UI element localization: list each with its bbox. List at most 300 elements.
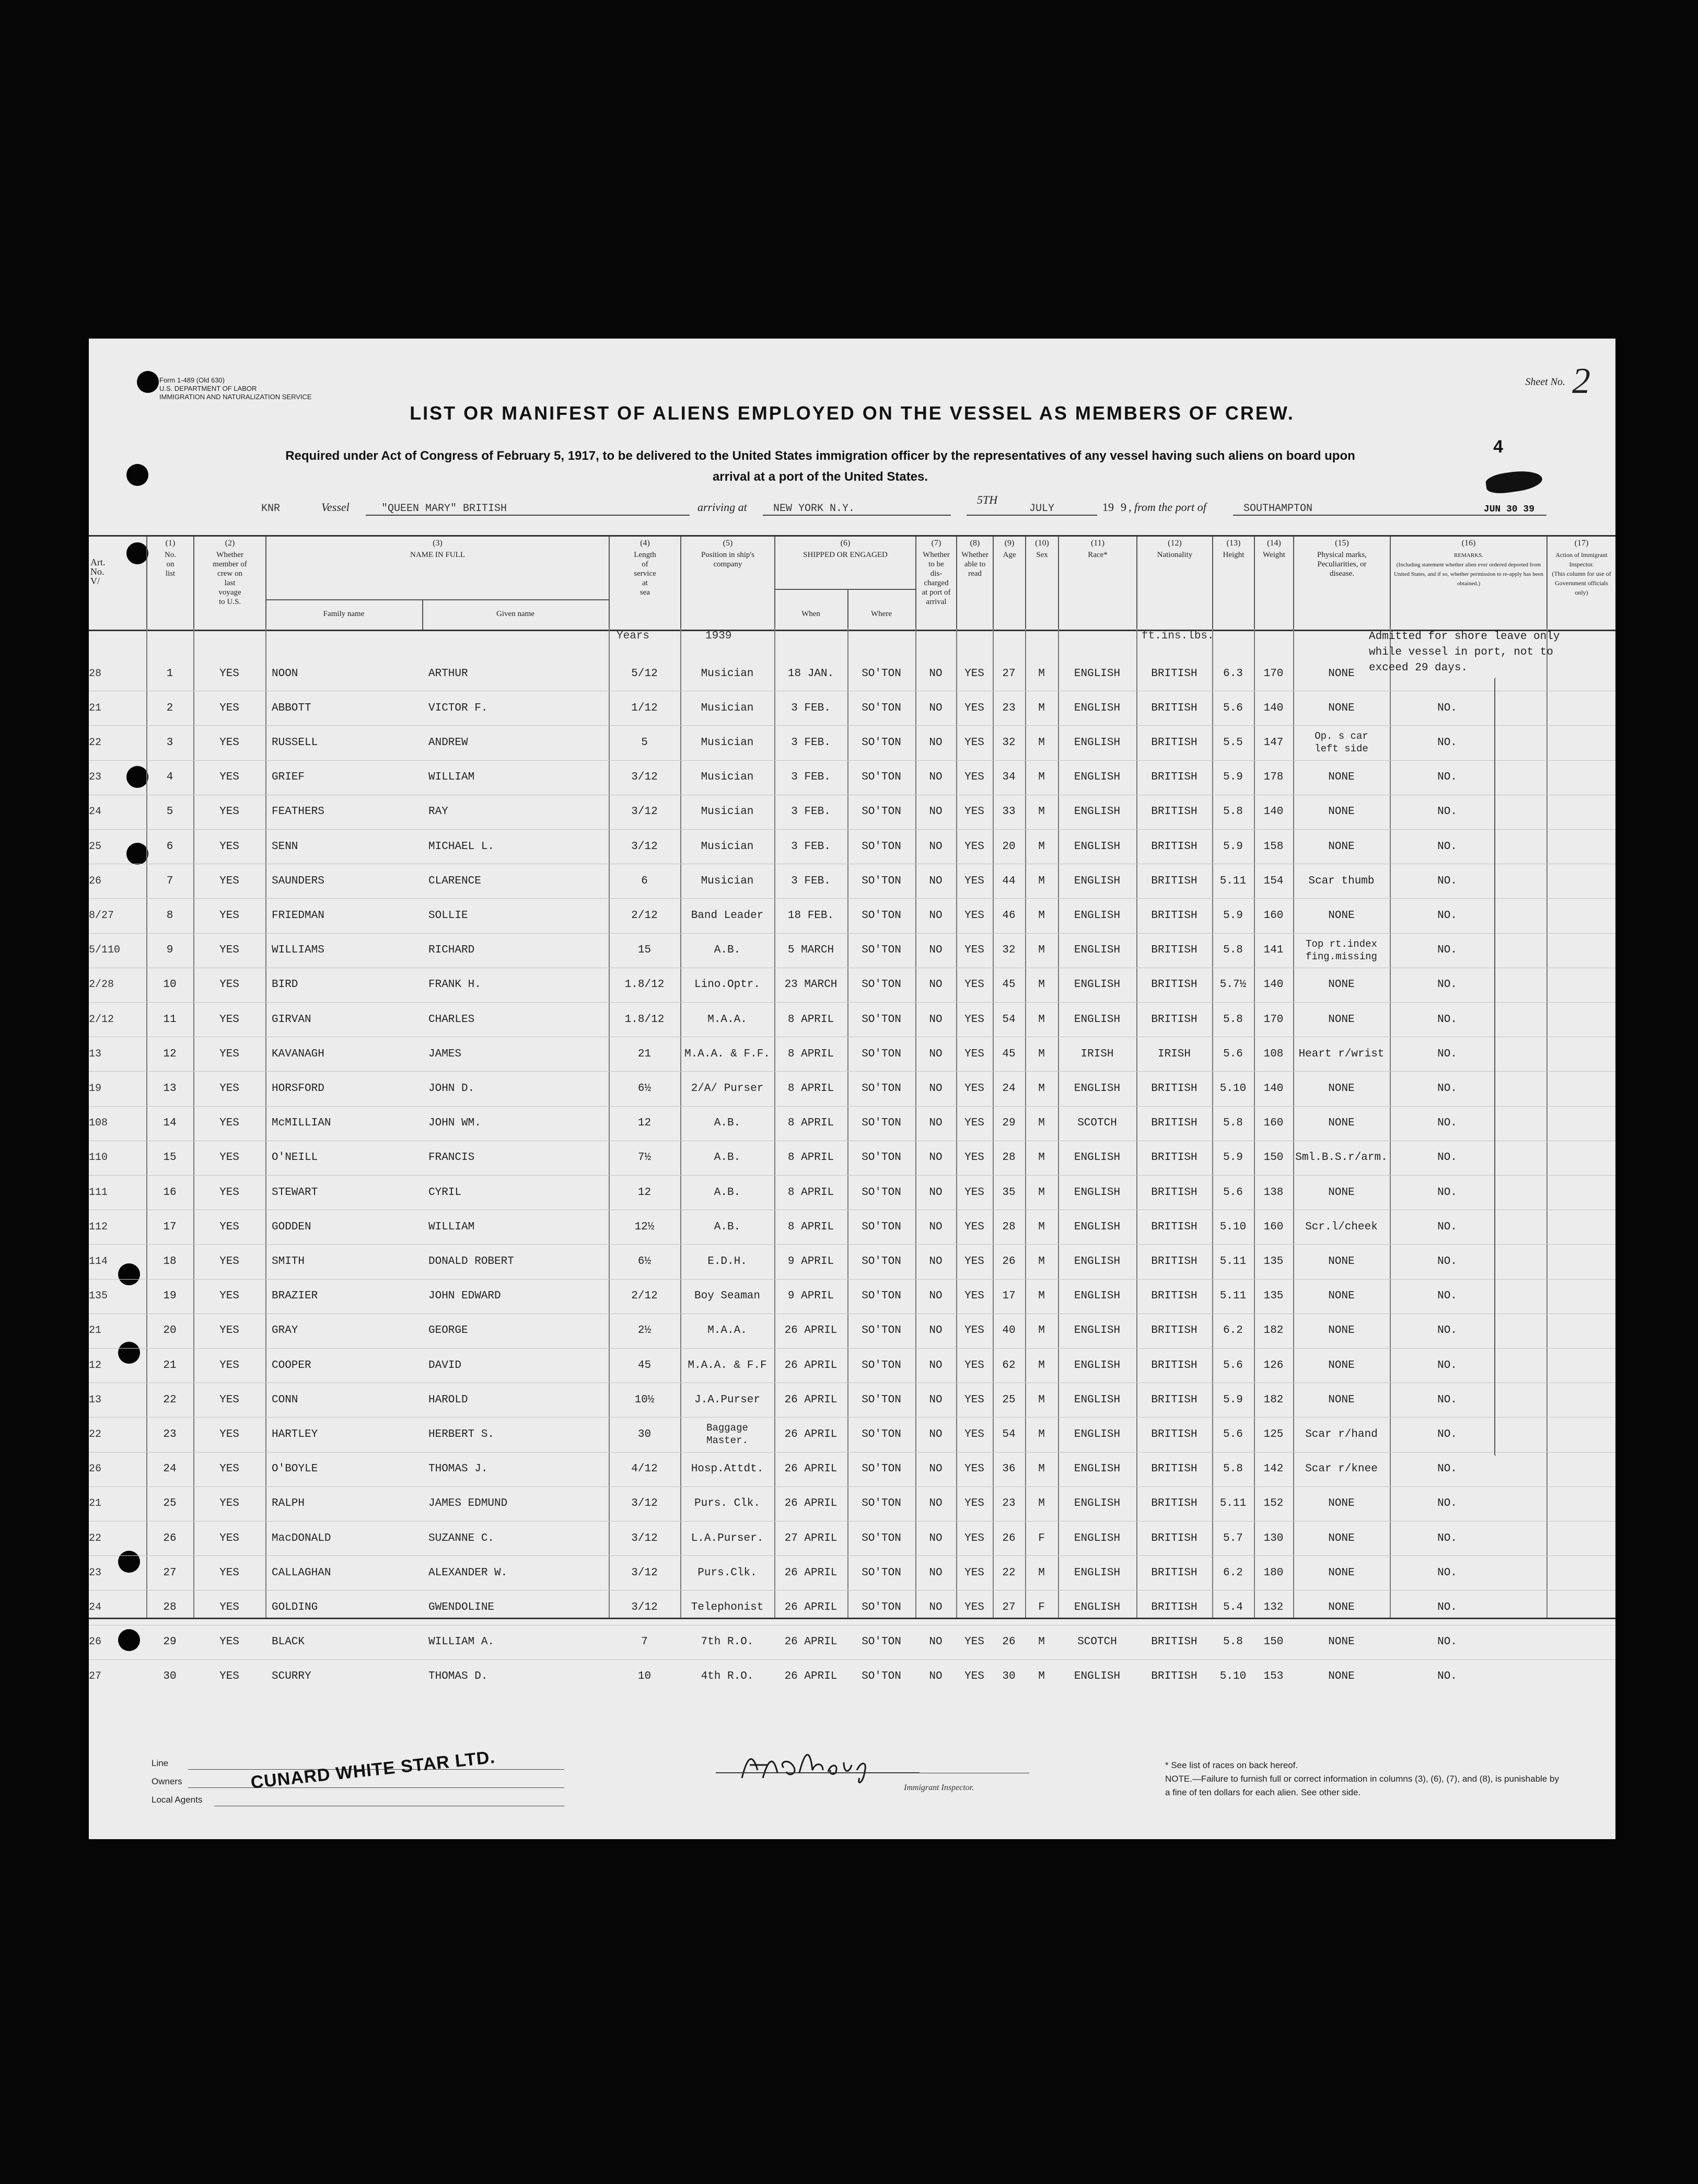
cell-service: 3/12 — [631, 1497, 658, 1510]
cell-prev: YES — [219, 736, 239, 749]
cell-no: 17 — [163, 1221, 177, 1233]
cell-when: 9 APRIL — [787, 1255, 834, 1268]
cell-where: SO'TON — [862, 1497, 901, 1510]
column-header-12 — [1136, 537, 1212, 630]
cell-marks: NONE — [1328, 1255, 1355, 1268]
cell-family: GIRVAN — [272, 1013, 311, 1026]
cell-remarks — [1390, 656, 1505, 691]
cell-nat: IRISH — [1157, 1048, 1191, 1060]
column-header-14 — [1254, 537, 1293, 630]
cell-height: 5.6 — [1223, 1186, 1243, 1199]
cell-weight: 126 — [1263, 1359, 1284, 1372]
cell-no: 15 — [163, 1152, 177, 1164]
cell-when: 3 FEB. — [791, 771, 831, 784]
cell-service: 6½ — [637, 1082, 652, 1095]
cell-position: Musician — [701, 875, 754, 887]
arriving-value: NEW YORK N.Y. — [773, 503, 855, 515]
cell-marks: NONE — [1328, 1117, 1355, 1130]
cell-sex: M — [1038, 1670, 1045, 1683]
cell-age: 26 — [1002, 1532, 1016, 1544]
cell-prev: YES — [219, 1428, 239, 1440]
cell-remarks: NO. — [1437, 1186, 1457, 1199]
cell-age: 34 — [1002, 771, 1016, 784]
cell-read: YES — [964, 771, 984, 784]
cell-family: BLACK — [272, 1636, 305, 1648]
table-row — [89, 1106, 1615, 1141]
cell-where: SO'TON — [862, 1152, 901, 1164]
cell-age: 26 — [1002, 1636, 1016, 1648]
cell-remarks: NO. — [1437, 1532, 1457, 1544]
cell-remarks: NO. — [1437, 1393, 1457, 1406]
from-underline — [1233, 515, 1546, 516]
cell-family: CONN — [272, 1393, 298, 1406]
cell-marks: NONE — [1328, 1497, 1355, 1510]
cell-no: 25 — [163, 1497, 177, 1510]
cell-marks: Scar thumb — [1308, 875, 1375, 887]
cell-marks: NONE — [1328, 771, 1355, 784]
cell-sex: M — [1038, 1325, 1045, 1337]
cell-remarks: NO. — [1437, 771, 1457, 784]
column-number: (7) — [931, 539, 941, 548]
cell-art: 22 — [89, 736, 102, 749]
cell-marks: NONE — [1328, 1013, 1355, 1026]
cell-prev: YES — [219, 1013, 239, 1026]
cell-race: ENGLISH — [1074, 840, 1121, 853]
cell-position: M.A.A. — [707, 1325, 747, 1337]
cell-position: Musician — [701, 702, 754, 714]
cell-prev: YES — [219, 1290, 239, 1303]
cell-where: SO'TON — [862, 1428, 901, 1440]
date-stamp: JUN 30 39 — [1483, 504, 1534, 515]
cell-family: GRAY — [272, 1325, 298, 1337]
cell-weight: 135 — [1263, 1255, 1284, 1268]
cell-race: ENGLISH — [1074, 702, 1121, 714]
cell-age: 45 — [1002, 1048, 1016, 1060]
cell-height: 5.11 — [1219, 875, 1247, 887]
cell-where: SO'TON — [862, 1117, 901, 1130]
cell-position: L.A.Purser. — [691, 1532, 764, 1544]
cell-given: HERBERT S. — [428, 1428, 495, 1440]
cell-prev: YES — [219, 840, 239, 853]
table-row — [89, 1071, 1615, 1106]
cell-given: THOMAS J. — [428, 1463, 488, 1476]
cell-prev: YES — [219, 1359, 239, 1372]
cell-marks: NONE — [1328, 1566, 1355, 1579]
cell-family: RALPH — [272, 1497, 305, 1510]
cell-nat: BRITISH — [1151, 736, 1197, 749]
cell-when: 8 APRIL — [787, 1048, 834, 1060]
cell-prev: YES — [219, 1566, 239, 1579]
cell-sex: M — [1038, 840, 1045, 853]
cell-disch: NO — [929, 806, 943, 818]
cell-disch: NO — [929, 1532, 943, 1544]
cell-weight: 138 — [1263, 1186, 1284, 1199]
cell-sex: M — [1038, 1636, 1045, 1648]
cell-no: 1 — [166, 667, 173, 680]
cell-when: 26 APRIL — [784, 1497, 838, 1510]
cell-nat: BRITISH — [1151, 1636, 1197, 1648]
cell-weight: 160 — [1263, 1221, 1284, 1233]
cell-remarks: NO. — [1437, 702, 1457, 714]
cell-no: 21 — [163, 1359, 177, 1372]
cell-position: Lino.Optr. — [694, 979, 761, 991]
cell-sex: M — [1038, 1255, 1045, 1268]
art-header: Art. No. V/ — [90, 557, 106, 586]
cell-remarks: NO. — [1437, 1152, 1457, 1164]
shipped-split — [847, 589, 848, 630]
cell-race: ENGLISH — [1074, 1221, 1121, 1233]
cell-nat: BRITISH — [1151, 1082, 1197, 1095]
cell-disch: NO — [929, 771, 943, 784]
cell-age: 45 — [1002, 979, 1016, 991]
cell-prev: YES — [219, 1497, 239, 1510]
cell-race: ENGLISH — [1074, 1290, 1121, 1303]
cell-read: YES — [964, 1428, 984, 1440]
cell-prev: YES — [219, 1463, 239, 1476]
cell-no: 3 — [166, 736, 173, 749]
name-divider — [265, 599, 609, 600]
cell-art: 135 — [89, 1290, 108, 1303]
cell-no: 8 — [166, 909, 173, 922]
cell-given: CHARLES — [428, 1013, 475, 1026]
cell-where: SO'TON — [862, 1601, 901, 1613]
cell-where: SO'TON — [862, 1393, 901, 1406]
cell-read: YES — [964, 1393, 984, 1406]
cell-position: Purs.Clk. — [697, 1566, 757, 1579]
cell-sex: M — [1038, 875, 1045, 887]
column-header-16 — [1390, 537, 1546, 630]
cell-disch: NO — [929, 1636, 943, 1648]
cell-where: SO'TON — [862, 736, 901, 749]
cell-nat: BRITISH — [1151, 1325, 1197, 1337]
cell-family: GODDEN — [272, 1221, 311, 1233]
cell-age: 62 — [1002, 1359, 1016, 1372]
cell-when: 8 APRIL — [787, 1117, 834, 1130]
cell-service: 12½ — [634, 1221, 655, 1233]
cell-family: COOPER — [272, 1359, 311, 1372]
cell-age: 28 — [1002, 1152, 1016, 1164]
cell-position: A.B. — [714, 1152, 741, 1164]
cell-age: 33 — [1002, 806, 1016, 818]
cell-disch: NO — [929, 1325, 943, 1337]
column-title: Action of Immigrant Inspector. (This column for use of Government officials only) — [1552, 551, 1611, 596]
column-number: (10) — [1035, 539, 1049, 548]
cell-height: 5.6 — [1223, 1359, 1243, 1372]
column-title: NAME IN FULL — [410, 551, 465, 559]
cell-remarks: NO. — [1437, 1255, 1457, 1268]
cell-age: 54 — [1002, 1013, 1016, 1026]
cell-sex: M — [1038, 736, 1045, 749]
cell-where: SO'TON — [862, 1013, 901, 1026]
cell-weight: 182 — [1263, 1325, 1284, 1337]
cell-prev: YES — [219, 909, 239, 922]
cell-read: YES — [964, 944, 984, 957]
cell-race: ENGLISH — [1074, 1186, 1121, 1199]
cell-remarks: NO. — [1437, 944, 1457, 957]
cell-given: RAY — [428, 806, 448, 818]
cell-weight: 125 — [1263, 1428, 1284, 1440]
cell-no: 16 — [163, 1186, 177, 1199]
cell-service: 2/12 — [631, 1290, 658, 1303]
cell-when: 5 MARCH — [787, 944, 834, 957]
cell-disch: NO — [929, 1359, 943, 1372]
cell-disch: NO — [929, 1255, 943, 1268]
cell-remarks: NO. — [1437, 1463, 1457, 1476]
cell-disch: NO — [929, 979, 943, 991]
column-title: SHIPPED OR ENGAGED — [803, 551, 888, 559]
cell-nat: BRITISH — [1151, 1566, 1197, 1579]
table-row — [89, 968, 1615, 1002]
cell-sex: M — [1038, 1013, 1045, 1026]
cell-height: 6.3 — [1223, 667, 1243, 680]
cell-when: 3 FEB. — [791, 736, 831, 749]
cell-position: A.B. — [714, 944, 741, 957]
cell-given: DONALD ROBERT — [428, 1255, 514, 1268]
cell-height: 5.9 — [1223, 771, 1243, 784]
column-number: (11) — [1090, 539, 1105, 548]
cell-art: 24 — [89, 1601, 102, 1613]
sheet-label: Sheet No. — [1525, 376, 1565, 388]
cell-position: M.A.A. — [707, 1013, 747, 1026]
cell-position: J.A.Purser — [694, 1393, 761, 1406]
cell-art: 21 — [89, 1325, 102, 1337]
cell-position: Hosp.Attdt. — [691, 1463, 764, 1476]
cell-weight: 140 — [1263, 979, 1284, 991]
cell-height: 5.7 — [1223, 1532, 1243, 1544]
cell-service: 3/12 — [631, 771, 658, 784]
cell-height: 6.2 — [1223, 1325, 1243, 1337]
cell-disch: NO — [929, 1221, 943, 1233]
column-title: Whether to be dis- charged at port of arrival — [922, 551, 951, 606]
table-row — [89, 1279, 1615, 1314]
cell-weight: 158 — [1263, 840, 1284, 853]
cell-remarks: NO. — [1437, 875, 1457, 887]
cell-age: 35 — [1002, 1186, 1016, 1199]
table-row — [89, 691, 1615, 725]
cell-service: 3/12 — [631, 1532, 658, 1544]
cell-family: MacDONALD — [272, 1532, 331, 1544]
column-header-15 — [1293, 537, 1390, 630]
table-row — [89, 656, 1615, 691]
cell-height: 5.10 — [1219, 1221, 1247, 1233]
cell-marks: NONE — [1328, 840, 1355, 853]
cell-sex: M — [1038, 1082, 1045, 1095]
cell-when: 26 APRIL — [784, 1636, 838, 1648]
cell-where: SO'TON — [862, 1186, 901, 1199]
cell-family: FEATHERS — [272, 806, 324, 818]
cell-when: 3 FEB. — [791, 875, 831, 887]
penalty-note: * See list of races on back hereof. NOTE.—Failure to furnish full or correct information in columns (3), (6), (7), and (8), is punishable by a fine of ten dollars for each alien. See other side. — [1165, 1760, 1559, 1797]
table-row — [89, 1521, 1615, 1555]
cell-weight: 140 — [1263, 806, 1284, 818]
cell-position: Purs. Clk. — [694, 1497, 761, 1510]
cell-sex: M — [1038, 1221, 1045, 1233]
cell-race: ENGLISH — [1074, 1082, 1121, 1095]
cell-where: SO'TON — [862, 1566, 901, 1579]
cell-height: 5.10 — [1219, 1082, 1247, 1095]
cell-disch: NO — [929, 1670, 943, 1683]
cell-prev: YES — [219, 1221, 239, 1233]
cell-when: 8 APRIL — [787, 1082, 834, 1095]
arriving-underline — [763, 515, 951, 516]
cell-when: 8 APRIL — [787, 1152, 834, 1164]
table-row — [89, 1659, 1615, 1694]
vessel-underline — [366, 515, 690, 516]
column-title: Whether member of crew on last voyage to U.S. — [213, 551, 247, 606]
cell-nat: BRITISH — [1151, 875, 1197, 887]
cell-where: SO'TON — [862, 806, 901, 818]
cell-service: 5 — [641, 736, 648, 749]
cell-art: 114 — [89, 1255, 108, 1268]
cell-remarks: NO. — [1437, 736, 1457, 749]
measure-units: ft.ins.lbs. — [1142, 630, 1214, 642]
shore-leave-note: Admitted for shore leave only while vessel in port, not to exceed 29 days. — [1369, 631, 1560, 674]
cell-marks: NONE — [1328, 1325, 1355, 1337]
cell-disch: NO — [929, 1048, 943, 1060]
cell-position: Musician — [701, 736, 754, 749]
cell-nat: BRITISH — [1151, 1359, 1197, 1372]
cell-given: GEORGE — [428, 1325, 468, 1337]
cell-given: FRANK H. — [428, 979, 481, 991]
cell-when: 26 APRIL — [784, 1393, 838, 1406]
cell-given: JOHN WM. — [428, 1117, 481, 1130]
cell-disch: NO — [929, 1428, 943, 1440]
cell-nat: BRITISH — [1151, 979, 1197, 991]
cell-no: 6 — [166, 840, 173, 853]
cell-given: CLARENCE — [428, 875, 481, 887]
cell-when: 26 APRIL — [784, 1463, 838, 1476]
cell-position: Musician — [701, 771, 754, 784]
cell-disch: NO — [929, 1566, 943, 1579]
column-header-5 — [680, 537, 774, 630]
year-prefix: 19 — [1102, 501, 1114, 514]
cell-weight: 182 — [1263, 1393, 1284, 1406]
cell-read: YES — [964, 875, 984, 887]
cell-remarks: NO. — [1437, 1325, 1457, 1337]
column-number: (4) — [640, 539, 650, 548]
cell-prev: YES — [219, 1186, 239, 1199]
punch-hole — [137, 371, 159, 393]
inspector-label: Immigrant Inspector. — [904, 1783, 974, 1792]
cell-art: 21 — [89, 1497, 102, 1510]
cell-no: 24 — [163, 1463, 177, 1476]
cell-read: YES — [964, 1117, 984, 1130]
month-value: JULY — [1029, 503, 1055, 515]
cell-weight: 135 — [1263, 1290, 1284, 1303]
cell-position: M.A.A. & F.F — [688, 1359, 767, 1372]
cell-nat: BRITISH — [1151, 1013, 1197, 1026]
year-prefill: 1939 — [705, 630, 732, 642]
cell-prev: YES — [219, 1152, 239, 1164]
column-number: (6) — [840, 539, 851, 548]
column-title: Age — [1003, 551, 1016, 559]
cell-given: FRANCIS — [428, 1152, 475, 1164]
cell-weight: 154 — [1263, 875, 1284, 887]
cell-where: SO'TON — [862, 1532, 901, 1544]
cell-height: 5.11 — [1219, 1255, 1247, 1268]
cell-where: SO'TON — [862, 944, 901, 957]
cell-family: O'BOYLE — [272, 1463, 318, 1476]
cell-age: 28 — [1002, 1221, 1016, 1233]
cell-sex: M — [1038, 944, 1045, 957]
cell-no: 11 — [163, 1013, 177, 1026]
cell-remarks: NO. — [1437, 840, 1457, 853]
column-number: (5) — [723, 539, 733, 548]
cell-age: 54 — [1002, 1428, 1016, 1440]
cell-nat: BRITISH — [1151, 1601, 1197, 1613]
cell-height: 5.8 — [1223, 944, 1243, 957]
cell-where: SO'TON — [862, 909, 901, 922]
cell-no: 30 — [163, 1670, 177, 1683]
cell-prev: YES — [219, 1048, 239, 1060]
cell-marks: Heart r/wrist — [1298, 1048, 1385, 1060]
column-header-7 — [915, 537, 956, 630]
cell-weight: 147 — [1263, 736, 1284, 749]
cell-family: CALLAGHAN — [272, 1566, 331, 1579]
cell-weight: 140 — [1263, 1082, 1284, 1095]
cell-marks: NONE — [1328, 1532, 1355, 1544]
cell-race: ENGLISH — [1074, 944, 1121, 957]
cell-race: ENGLISH — [1074, 1463, 1121, 1476]
cell-remarks: NO. — [1437, 806, 1457, 818]
cell-when: 3 FEB. — [791, 702, 831, 714]
cell-nat: BRITISH — [1151, 1221, 1197, 1233]
cell-read: YES — [964, 1290, 984, 1303]
cell-where: SO'TON — [862, 702, 901, 714]
cell-disch: NO — [929, 702, 943, 714]
cell-family: McMILLIAN — [272, 1117, 331, 1130]
cell-prev: YES — [219, 979, 239, 991]
column-title: Physical marks, Peculiarities, or disease. — [1317, 551, 1367, 578]
cell-when: 26 APRIL — [784, 1428, 838, 1440]
company-stamp: CUNARD WHITE STAR LTD. — [249, 1747, 496, 1793]
cell-position: Band Leader — [691, 909, 764, 922]
cell-marks: Top rt.index fing.missing — [1306, 938, 1377, 962]
cell-race: ENGLISH — [1074, 806, 1121, 818]
cell-race: ENGLISH — [1074, 736, 1121, 749]
cell-sex: M — [1038, 1359, 1045, 1372]
cell-given: WILLIAM — [428, 771, 475, 784]
cell-race: ENGLISH — [1074, 667, 1121, 680]
inspector-signature — [711, 1741, 930, 1788]
cell-marks: Scar r/knee — [1305, 1463, 1378, 1476]
owners-underline — [188, 1787, 564, 1788]
cell-when: 9 APRIL — [787, 1290, 834, 1303]
cell-read: YES — [964, 1325, 984, 1337]
column-title: Weight — [1263, 551, 1285, 559]
cell-service: 7½ — [637, 1152, 652, 1164]
cell-given: JAMES EDMUND — [428, 1497, 508, 1510]
cell-height: 5.8 — [1223, 1013, 1243, 1026]
cell-prev: YES — [219, 1532, 239, 1544]
cell-read: YES — [964, 1497, 984, 1510]
cell-prev: YES — [219, 875, 239, 887]
cell-family: WILLIAMS — [272, 944, 324, 957]
table-row — [89, 1002, 1615, 1037]
cell-position: E.D.H. — [707, 1255, 747, 1268]
cell-age: 32 — [1002, 944, 1016, 957]
cell-art: 13 — [89, 1048, 102, 1060]
cell-read: YES — [964, 1670, 984, 1683]
table-row — [89, 1625, 1615, 1659]
cell-height: 5.8 — [1223, 1636, 1243, 1648]
cell-age: 32 — [1002, 736, 1016, 749]
cell-service: 12 — [637, 1186, 652, 1199]
table-row — [89, 1452, 1615, 1486]
cell-art: 22 — [89, 1428, 102, 1440]
punch-hole — [126, 464, 148, 486]
cell-family: KAVANAGH — [272, 1048, 324, 1060]
